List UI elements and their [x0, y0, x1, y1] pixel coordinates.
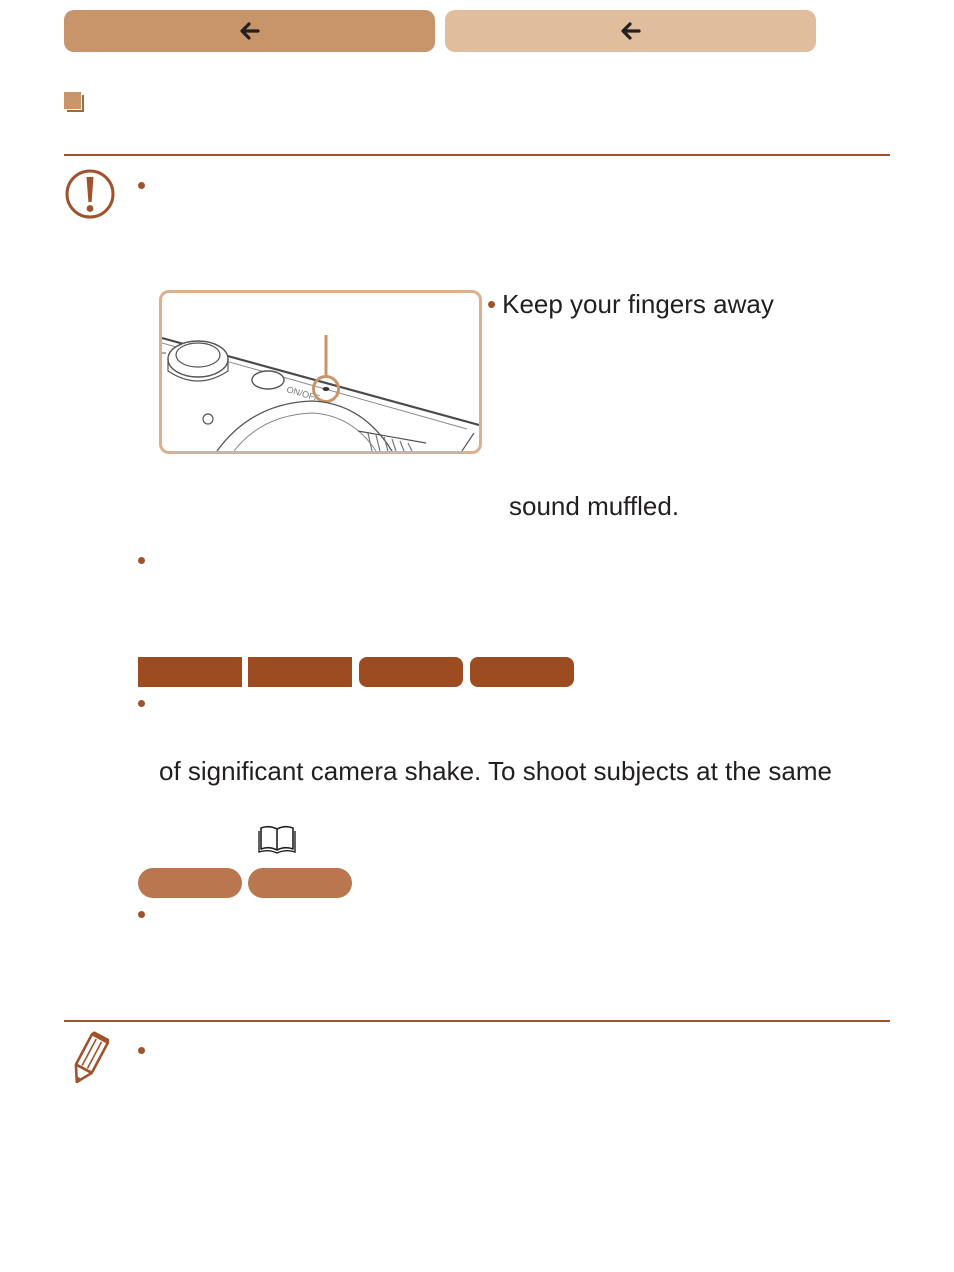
caution-bullet-3 [138, 700, 145, 707]
section-heading-marker [64, 92, 81, 109]
note-bullet-1 [138, 1047, 145, 1054]
mode-tab-3 [359, 657, 463, 687]
camera-top-microphone-illustration [159, 290, 482, 454]
mode-pill-1 [138, 868, 242, 898]
mode-pill-2 [248, 868, 352, 898]
caution-top-rule [64, 154, 890, 156]
figure-caption-line-2: sound muffled. [509, 491, 680, 521]
previous-page-button[interactable] [64, 10, 435, 52]
caution-exclamation-icon [64, 168, 116, 220]
figure-caption-text-1: Keep your fingers away [502, 289, 774, 319]
mode-tab-4 [470, 657, 574, 687]
mode-tab-1 [138, 657, 242, 687]
figure-caption-bullet: • [487, 289, 497, 319]
svg-text:ON/OFF: ON/OFF [285, 384, 321, 404]
back-button[interactable] [445, 10, 816, 52]
caution-bullet-1 [138, 182, 145, 189]
caution-bullet-4 [138, 911, 145, 918]
mode-tab-2 [248, 657, 352, 687]
figure-caption-line-1 [487, 288, 774, 320]
note-top-rule [64, 1020, 890, 1022]
camera-shake-text: of significant camera shake. To shoot subjects at the same [159, 756, 832, 786]
page-reference-book-icon[interactable] [258, 824, 296, 854]
caution-bullet-2 [138, 557, 145, 564]
arrow-left-icon [238, 19, 262, 43]
note-pencil-icon [64, 1030, 114, 1088]
arrow-left-icon [619, 19, 643, 43]
